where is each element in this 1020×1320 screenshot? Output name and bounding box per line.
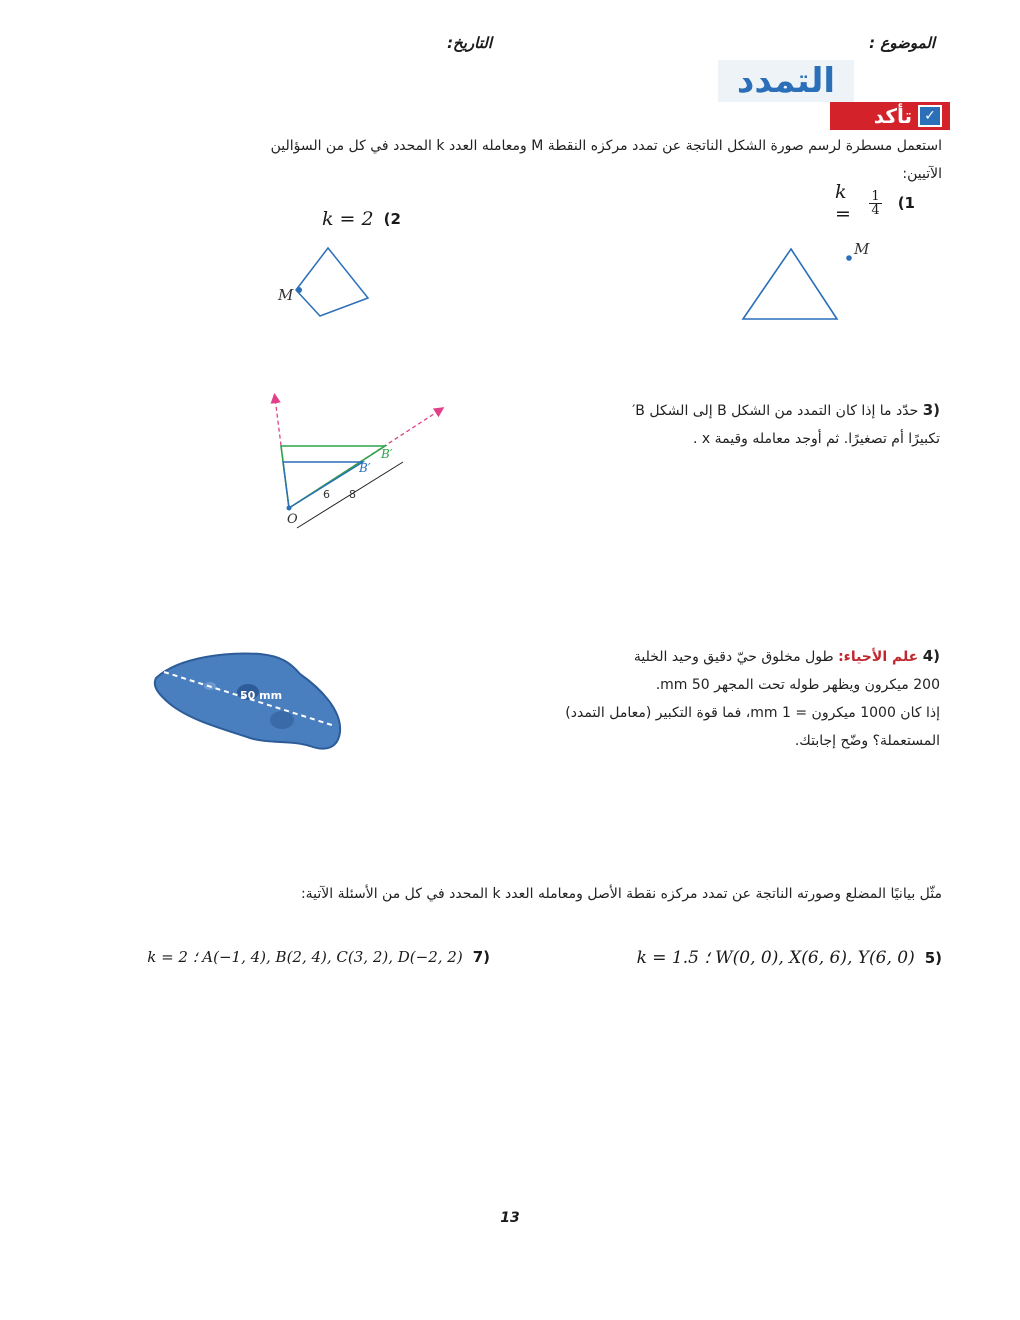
q3-label-b-prime-blue: B′ [359,461,371,475]
q4-line-1-text: طول مخلوق حيّ دقيق وحيد الخلية [633,649,834,665]
q2-m-label: M [278,286,294,304]
q4-topic: علم الأحياء: [838,649,919,665]
q1-m-label: M [854,240,870,258]
q3-line-1-text: حدّد ما إذا كان التمدد من الشكل B إلى الشكل B′ [632,403,919,419]
q3-seg-6: 6 [323,488,330,501]
page-number: 13 [500,1210,520,1226]
q1-triangle [743,249,837,319]
q3-dilation-figure [265,390,450,530]
q1-fraction [869,190,881,217]
q3-label-o: O [287,512,298,527]
q4-line-1 [520,642,940,671]
q3-seg-8: 8 [349,488,356,501]
check-badge [830,102,950,130]
q1-point-m [846,255,852,261]
q4-image-label: 50 mm [240,689,283,702]
q1-frac-num: 1 [871,188,880,204]
q3-point-o [287,506,292,511]
badge-label: تأكد [873,104,912,128]
q2-quadrilateral [296,248,368,316]
q3-line-1 [540,396,940,425]
q5-item [600,948,942,968]
instruction-1: استعمل مسطرة لرسم صورة الشكل الناتجة عن تمدد مركزه النقطة M ومعامله العدد k المحدد في كل من السؤالين الآتيين: [270,138,942,182]
q2-number: (2 [383,210,401,228]
q1-number: (1 [897,194,915,212]
q4-line-3: إذا كان 1000 ميكرون = 1 mm، فما قوة التكبير (معامل التمدد) [565,705,940,721]
q5-expression: W(0, 0), X(6, 6), Y(6, 0) ؛ k = 1.5 [636,948,915,968]
q4-line-2: 200 ميكرون ويظهر طوله تحت المجهر 50 mm. [655,677,940,693]
instruction-2: مثّل بيانيًا المضلع وصورته الناتجة عن تمدد مركزه نقطة الأصل ومعامله العدد k المحدد في كل من الأسئلة الآتية: [300,886,942,902]
q1-frac-den: 4 [871,202,880,218]
q3-triangle-b [283,462,363,508]
q1-triangle-figure [735,235,885,330]
q4-organism-image [150,648,345,758]
q1-label [835,181,915,225]
subject-label: الموضوع : [869,34,935,52]
q3-label-b-prime-green: B′ [381,447,393,461]
q2-label [322,208,412,230]
q3-text [540,396,940,453]
q4-text [520,642,940,755]
q7-item [112,948,490,966]
q7-number: (7 [472,948,490,966]
q2-k-expr: k = 2 [322,208,374,230]
q4-line-4: المستعملة؟ وضّح إجابتك. [794,733,940,749]
q2-quadrilateral-figure [270,240,380,325]
q3-line-2: تكبيرًا أم تصغيرًا. ثم أوجد معامله وقيمة x . [693,431,940,447]
lesson-title: التمدد [718,60,854,102]
q7-expression: A(−1, 4), B(2, 4), C(3, 2), D(−2, 2) ؛ k = 2 [147,948,463,966]
q2-point-m [296,287,302,293]
q3-triangle-b-prime [281,446,385,508]
q5-number: (5 [924,949,942,967]
date-label: التاريخ: [447,34,492,52]
q4-organism-nucleus-2 [270,711,294,729]
q4-number: (4 [922,647,940,665]
q3-number: (3 [922,401,940,419]
checkmark-icon: ✓ [918,105,942,127]
q1-k-expr: k = [835,181,851,225]
